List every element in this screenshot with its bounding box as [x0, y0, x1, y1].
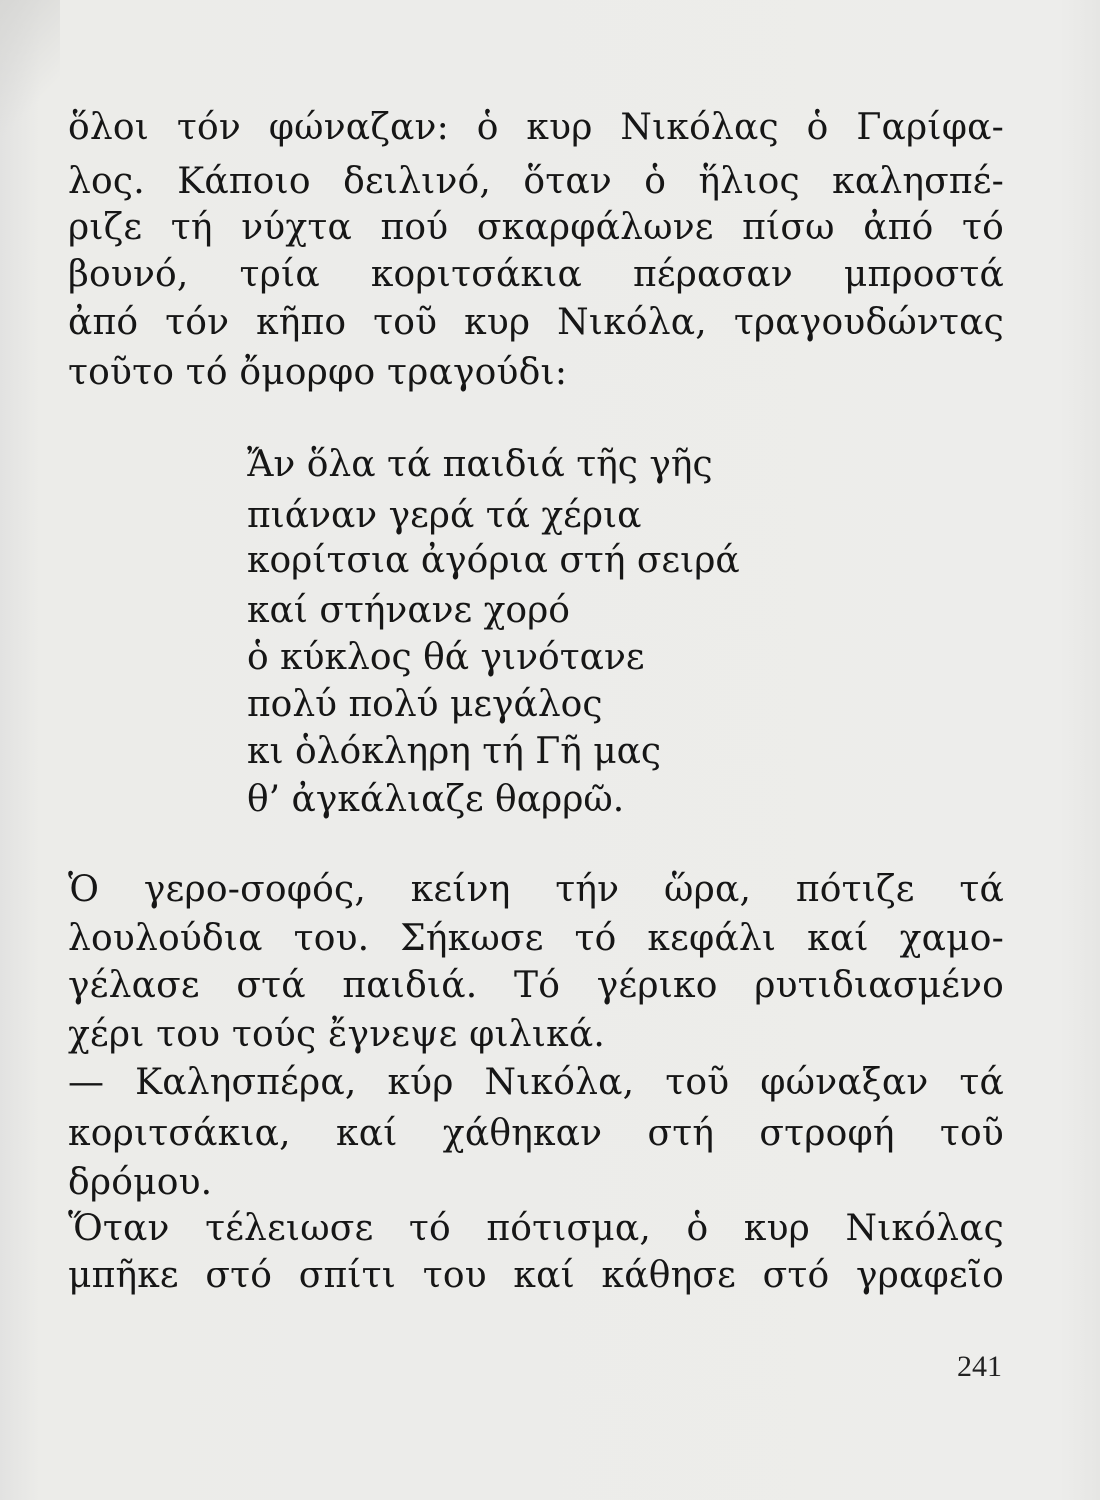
text-line: γέλασε στά παιδιά. Τό γέρικο ρυτιδιασμένο — [68, 965, 1004, 1006]
page-number: 241 — [957, 1350, 1002, 1383]
text-line: Ὅταν τέλειωσε τό πότισμα, ὁ κυρ Νικόλας — [68, 1208, 1004, 1249]
verse-line: θ’ ἀγκάλιαζε θαρρῶ. — [247, 779, 625, 820]
text-line: ὅλοι τόν φώναζαν: ὁ κυρ Νικόλας ὁ Γαρίφα- — [68, 107, 1004, 148]
text-line: λουλούδια του. Σήκωσε τό κεφάλι καί χαμο- — [68, 918, 1004, 959]
verse-line: πιάναν γερά τά χέρια — [247, 495, 642, 536]
text-line: ἀπό τόν κῆπο τοῦ κυρ Νικόλα, τραγουδώντας — [68, 302, 1004, 343]
verse-line: καί στήνανε χορό — [247, 590, 570, 631]
text-line: δρόμου. — [68, 1162, 213, 1203]
page-fold-shadow — [0, 0, 60, 140]
text-line: ριζε τή νύχτα πού σκαρφάλωνε πίσω ἀπό τό — [68, 207, 1004, 248]
verse-line: κι ὁλόκληρη τή Γῆ μας — [247, 731, 662, 772]
text-line: τοῦτο τό ὄμορφο τραγούδι: — [68, 352, 568, 393]
text-line: κοριτσάκια, καί χάθηκαν στή στροφή τοῦ — [68, 1113, 1004, 1154]
verse-line: κορίτσια ἀγόρια στή σειρά — [247, 540, 740, 581]
verse-line: πολύ πολύ μεγάλος — [247, 684, 603, 725]
verse-line: ὁ κύκλος θά γινότανε — [247, 637, 645, 678]
text-line: — Καλησπέρα, κύρ Νικόλα, τοῦ φώναξαν τά — [68, 1062, 1004, 1103]
text-line: βουνό, τρία κοριτσάκια πέρασαν μπροστά — [68, 254, 1004, 295]
text-line: χέρι του τούς ἔγνεψε φιλικά. — [68, 1014, 605, 1055]
text-line: μπῆκε στό σπίτι του καί κάθησε στό γραφεῖο — [68, 1255, 1004, 1296]
verse-line: Ἄν ὅλα τά παιδιά τῆς γῆς — [247, 444, 713, 485]
text-line: Ὁ γερο-σοφός, κείνη τήν ὥρα, πότιζε τά — [68, 869, 1004, 910]
text-line: λος. Κάποιο δειλινό, ὅταν ὁ ἥλιος καλησπέ- — [68, 161, 1004, 202]
